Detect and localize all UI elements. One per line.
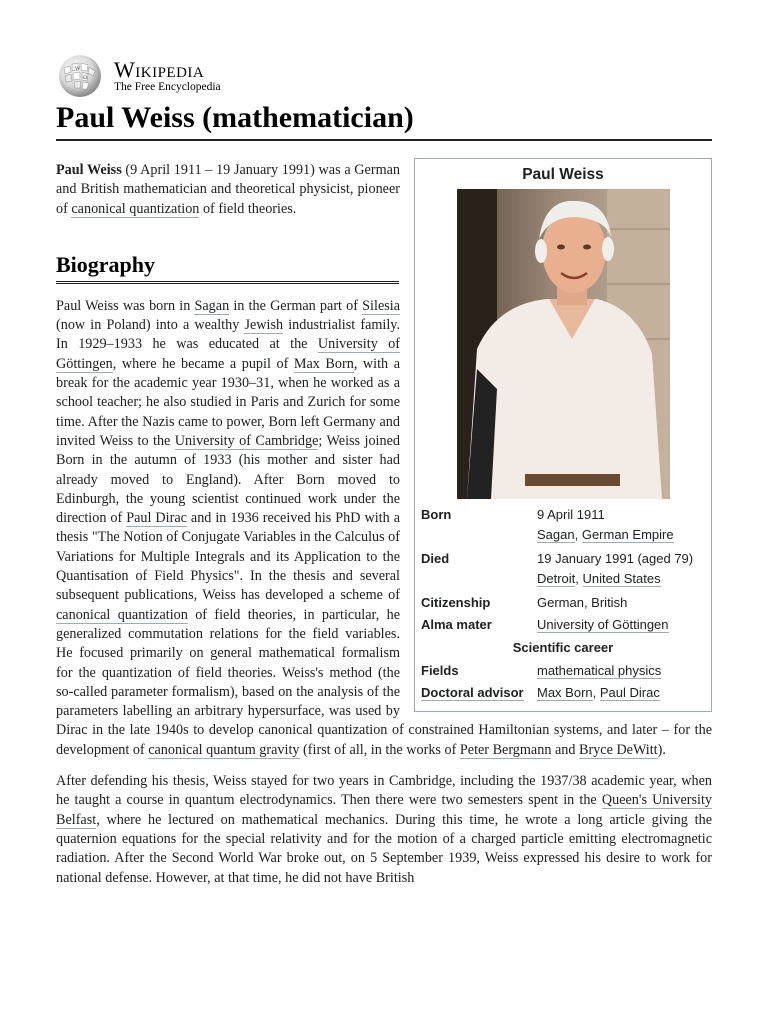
link-canonical-quantum-gravity[interactable]: canonical quantum gravity (148, 741, 300, 758)
text: industrialist family. In 1929–1933 he was educated at the (56, 317, 401, 353)
lead-name: Paul Weiss (56, 162, 122, 178)
text: Paul Weiss was born in (56, 297, 195, 314)
link-canonical-quantization[interactable]: canonical quantization (56, 606, 188, 623)
died-label: Died (421, 551, 450, 566)
biography-paragraph-2 (56, 772, 712, 888)
page-title: Paul Weiss (mathematician) (56, 100, 712, 141)
infobox-row-citizenship (421, 593, 705, 613)
text: in the German part of (229, 297, 363, 314)
died-sep: , (575, 571, 583, 586)
text: , where he lectured on mathematical mechanics. During this time, he wrote a long article giving the quaternion equations for the special relativity and for the motion of a charged particle emitting electromagnetic radiation. After the Second World War broke out, on 5 September 1939, Weiss expressed his desire to work for national defense. However, at that time, he did not have British (56, 811, 712, 886)
link-peter-bergmann[interactable]: Peter Bergmann (459, 741, 552, 758)
link-university-of-gottingen[interactable]: University of Göttingen (56, 336, 401, 372)
text: of field theories, in particular, he generalized commutation relations for the field variables. He focused primarily on general mathematical formalism for the quantization of field theories. Weiss's method (the so-called parameter formalism), based on the analysis of the parameters labelling an arbitrary hypersurface, was used by Dirac in the late 1940s to develop canonical quantization of constrained Hamiltonian systems, and later – for the development of (56, 606, 712, 758)
infobox-title: Paul Weiss (522, 166, 604, 183)
text: (first of all, in the works of (299, 741, 460, 758)
wordmark-title: Wikipedia (114, 56, 205, 82)
died-date: 19 January 1991 (aged 79) (537, 551, 694, 566)
wordmark-subtitle: The Free Encyclopedia (114, 80, 221, 93)
text: After defending his thesis, Weiss stayed for two years in Cambridge, including the 1937/38 academic year, when he taught a course in quantum electrodynamics. Then there were two semesters spent in the (56, 773, 712, 809)
infobox-row-alma-mater (421, 615, 705, 635)
wikipedia-logo[interactable] (56, 54, 712, 98)
advisor-link-dirac[interactable]: Paul Dirac (599, 685, 660, 700)
link-queens-university-belfast[interactable]: Queen's University Belfast (56, 792, 713, 828)
citizenship-label: Citizenship (421, 595, 491, 610)
article-body (56, 161, 712, 888)
advisor-sep: , (592, 685, 600, 700)
lead-link-canonical-quantization[interactable]: canonical quantization (71, 200, 200, 217)
text: (now in Poland) into a wealthy (56, 317, 245, 334)
text: ). (657, 741, 666, 758)
link-bryce-dewitt[interactable]: Bryce DeWitt (579, 741, 658, 758)
text: and in 1936 received his PhD with a thesis "The Notion of Conjugate Variables in the Calculus of Variations for Multiple Integrals and its Application to the Quantisation of Field Physics". In the thesis and several subsequent publications, Weiss has developed a scheme of (56, 510, 400, 604)
born-place-link-empire[interactable]: German Empire (581, 527, 674, 542)
infobox-row-advisor (421, 683, 705, 703)
alma-mater-link[interactable]: University of Göttingen (537, 617, 669, 632)
wikipedia-globe-icon (56, 54, 104, 98)
link-jewish[interactable]: Jewish (244, 317, 284, 334)
career-header: Scientific career (512, 640, 614, 655)
link-university-of-cambridge[interactable]: University of Cambridge (174, 432, 319, 449)
infobox (414, 158, 712, 712)
text: and (551, 741, 580, 758)
lead-text: (9 April 1911 – 19 January 1991) was a German and British mathematician and theoretical physicist, pioneer of (56, 162, 400, 217)
infobox-row-died (421, 549, 705, 589)
link-sagan[interactable]: Sagan (194, 297, 230, 314)
died-value (537, 549, 705, 589)
link-max-born[interactable]: Max Born (293, 355, 354, 372)
infobox-row-born (421, 505, 705, 545)
fields-link[interactable]: mathematical physics (537, 663, 662, 678)
citizenship-value: German, British (537, 595, 628, 610)
died-place-link-us[interactable]: United States (582, 571, 661, 586)
lead-text-end: of field theories. (199, 200, 297, 217)
infobox-row-fields (421, 661, 705, 681)
fields-label: Fields (421, 663, 459, 678)
died-place-link-detroit[interactable]: Detroit (537, 571, 576, 586)
text: ; Weiss joined Born in the autumn of 1933 (his mother and sister had already moved to England). After Born moved to Edinburgh, the young scientist continued work under the direction of (56, 432, 400, 527)
svg-text:W: W (75, 66, 81, 72)
svg-text:Ω: Ω (83, 75, 88, 81)
link-silesia[interactable]: Silesia (362, 297, 401, 314)
advisor-label-link[interactable]: Doctoral advisor (421, 685, 524, 700)
portrait-image[interactable] (457, 189, 670, 499)
born-label: Born (421, 507, 452, 522)
text: , with a break for the academic year 1930–31, when he worked as a school teacher; he also studied in Paris and Zurich for some time. After the Nazis came to power, Born left Germany and invited Weiss to the (56, 355, 400, 449)
advisor-link-born[interactable]: Max Born (537, 685, 593, 700)
born-date: 9 April 1911 (537, 507, 605, 522)
text: , where he became a pupil of (112, 355, 294, 372)
link-paul-dirac[interactable]: Paul Dirac (126, 510, 187, 527)
alma-mater-label: Alma mater (421, 617, 492, 632)
born-sep: , (574, 527, 582, 542)
born-value (537, 505, 705, 545)
section-heading-biography: Biography (56, 251, 399, 284)
page-container (56, 54, 712, 888)
born-place-link-sagan[interactable]: Sagan (537, 527, 575, 542)
